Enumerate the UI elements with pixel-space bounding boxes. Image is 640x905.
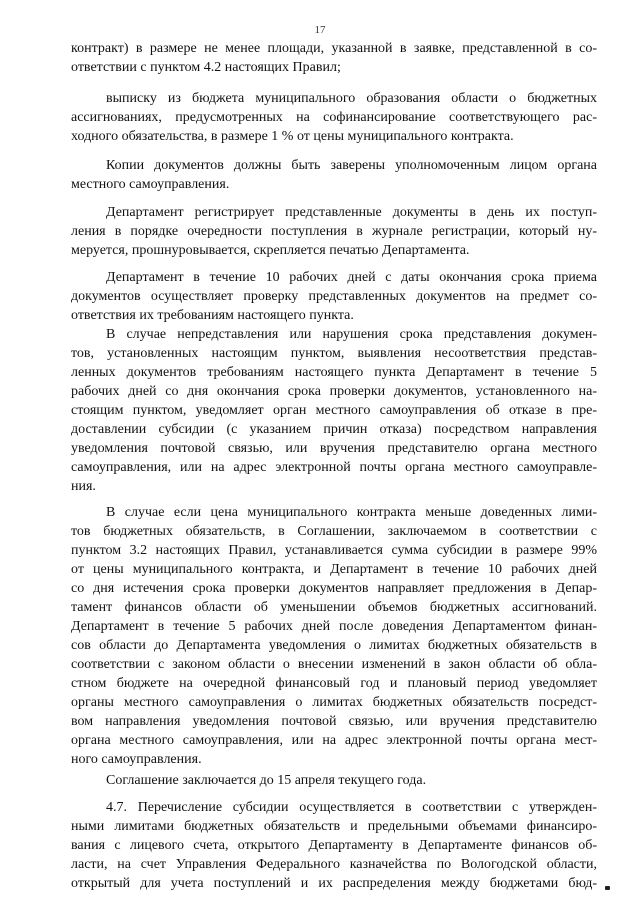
text-line: Департамент в течение 5 рабочих дней после доведения Департаментом финан- bbox=[71, 619, 597, 634]
text-line: рабочих дней со дня окончания срока проверки документов, установленного на- bbox=[71, 384, 597, 399]
text-line: местного самоуправления. bbox=[71, 177, 230, 192]
text-line: 4.7. Перечисление субсидии осуществляется в соответствии с утвержден- bbox=[106, 800, 597, 815]
text-line: уведомления почтовой связью, или вручения представителю органа местного bbox=[71, 441, 597, 456]
text-line: ными лимитами бюджетных обязательств и предельными объемами финансиро- bbox=[71, 819, 597, 834]
text-line: стоящим пунктом, уведомляет орган местного самоуправления об отказе в пре- bbox=[71, 403, 597, 418]
text-line: Соглашение заключается до 15 апреля текущего года. bbox=[106, 773, 427, 788]
text-line: ного самоуправления. bbox=[71, 752, 202, 767]
text-line: со дня истечения срока проверки документов направляет предложения в Депар- bbox=[71, 581, 597, 596]
text-line: органы местного самоуправления о лимитах бюджетных обязательств посредст- bbox=[71, 695, 597, 710]
text-line: выписку из бюджета муниципального образования области о бюджетных bbox=[106, 91, 597, 106]
text-line: ходного обязательства, в размере 1 % от цены муниципального контракта. bbox=[71, 129, 514, 144]
text-line: соответствии с законом области о внесении изменений в закон области об обла- bbox=[71, 657, 597, 672]
text-line: контракт) в размере не менее площади, указанной в заявке, представленной в со- bbox=[71, 41, 597, 56]
scan-speck bbox=[605, 886, 610, 890]
text-line: доставлении субсидии (с указанием причин отказа) посредством направления bbox=[71, 422, 597, 437]
text-line: пунктом 3.2 настоящих Правил, устанавливается сумма субсидии в размере 99% bbox=[71, 543, 597, 558]
text-line: ответствия их требованиям настоящего пункта. bbox=[71, 308, 354, 323]
text-line: ления в порядке очередности поступления в журнале регистрации, который ну- bbox=[71, 224, 597, 239]
text-line: ленных документов требованиям настоящего пункта Департамент в течение 5 bbox=[71, 365, 597, 380]
text-line: В случае если цена муниципального контракта меньше доведенных лими- bbox=[106, 505, 597, 520]
text-line: самоуправления, или на адрес электронной почты органа местного самоуправле- bbox=[71, 460, 597, 475]
text-line: открытый для учета поступлений и их распределения между бюджетами бюд- bbox=[71, 876, 597, 891]
text-line: Копии документов должны быть заверены уполномоченным лицом органа bbox=[106, 158, 597, 173]
text-line: органа местного самоуправления, или на адрес электронной почты органа мест- bbox=[71, 733, 597, 748]
text-line: вом направления уведомления почтовой связью, или вручения представителю bbox=[71, 714, 597, 729]
text-line: меруется, прошнуровывается, скрепляется печатью Департамента. bbox=[71, 243, 470, 258]
text-line: ласти, на счет Управления Федерального казначейства по Вологодской области, bbox=[71, 857, 597, 872]
text-line: вания с лицевого счета, открытого Департаменту в Департаменте финансов об- bbox=[71, 838, 597, 853]
text-line: документов осуществляет проверку представленных документов на предмет со- bbox=[71, 289, 597, 304]
page-number: 17 bbox=[314, 24, 326, 36]
text-line: Департамент регистрирует представленные документы в день их поступ- bbox=[106, 205, 597, 220]
text-line: ассигнованиях, предусмотренных на софинансирование соответствующего рас- bbox=[71, 110, 597, 125]
text-line: Департамент в течение 10 рабочих дней с даты окончания срока приема bbox=[106, 270, 597, 285]
text-line: тов бюджетных обязательств, в Соглашении, заключаемом в соответствии с bbox=[71, 524, 597, 539]
text-line: сов области до Департамента уведомления о лимитах бюджетных обязательств в bbox=[71, 638, 597, 653]
text-line: стном бюджете на очередной финансовый год и плановый период уведомляет bbox=[71, 676, 597, 691]
text-line: ния. bbox=[71, 479, 96, 494]
text-line: В случае непредставления или нарушения срока представления докумен- bbox=[106, 327, 597, 342]
text-line: от цены муниципального контракта, и Департамент в течение 10 рабочих дней bbox=[71, 562, 597, 577]
text-line: ответствии с пунктом 4.2 настоящих Правил; bbox=[71, 60, 341, 75]
text-line: тов, установленных настоящим пунктом, выявления несоответствия представ- bbox=[71, 346, 597, 361]
text-line: тамент финансов области об уменьшении объемов бюджетных ассигнований. bbox=[71, 600, 597, 615]
